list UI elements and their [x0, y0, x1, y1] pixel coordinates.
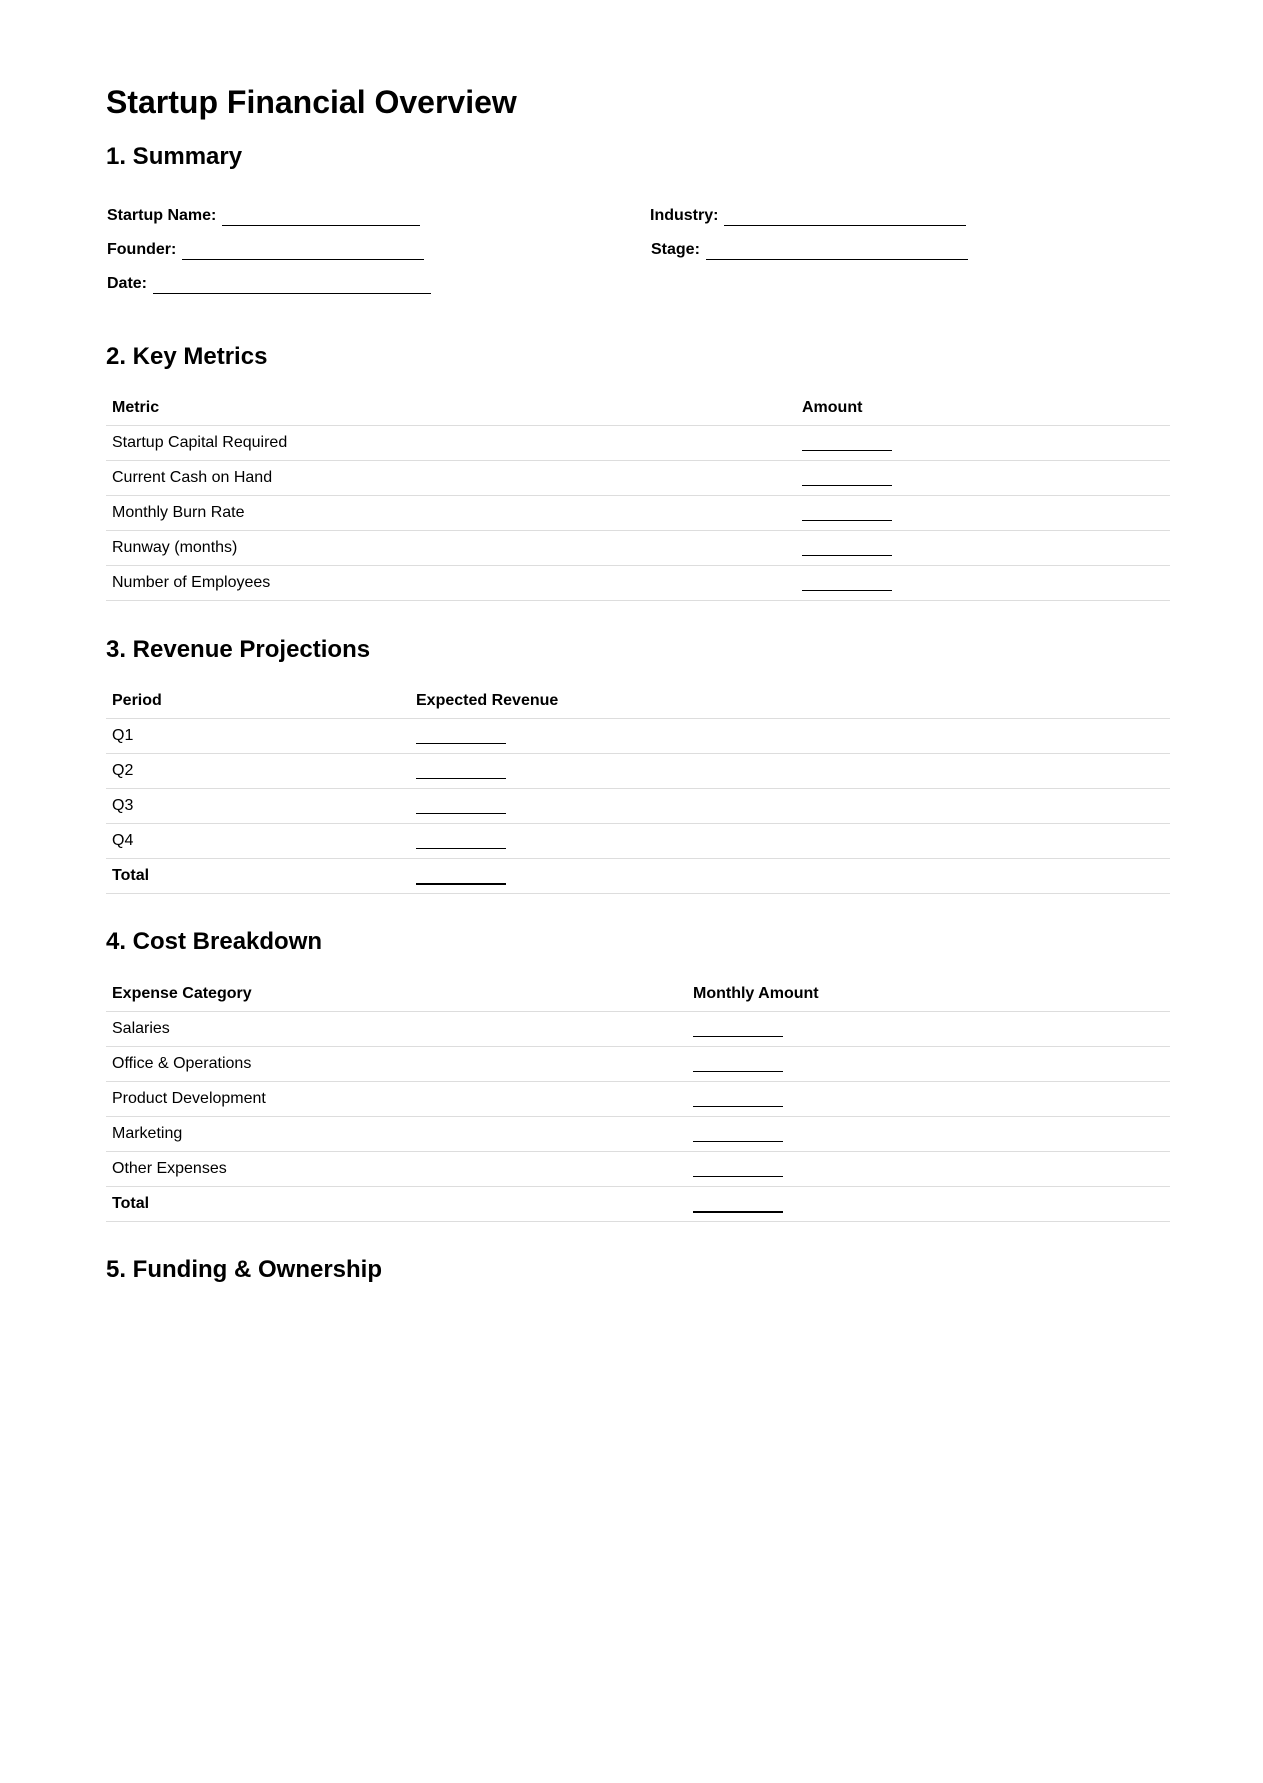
revenue-input-line[interactable]: [416, 729, 506, 744]
table-row: [106, 531, 1170, 566]
revenue-projections-table: [106, 683, 1170, 894]
table-row: [106, 719, 1170, 754]
column-header-amount: Amount: [796, 390, 1170, 426]
period-label: Q3: [106, 789, 410, 824]
table-row-total: [106, 1187, 1170, 1222]
metric-label: Runway (months): [106, 531, 796, 566]
stage-label: Stage:: [651, 241, 700, 258]
startup-name-field[interactable]: [107, 206, 420, 226]
table-row: [106, 426, 1170, 461]
section-heading-summary: 1. Summary: [106, 143, 243, 170]
table-row: [106, 496, 1170, 531]
metric-label: Startup Capital Required: [106, 426, 796, 461]
section-heading-key-metrics: 2. Key Metrics: [106, 343, 268, 370]
metric-label: Monthly Burn Rate: [106, 496, 796, 531]
industry-input-line[interactable]: [724, 209, 966, 226]
table-row: [106, 1152, 1170, 1187]
period-label: Q1: [106, 719, 410, 754]
metric-label: Number of Employees: [106, 566, 796, 601]
monthly-amount-input-line[interactable]: [693, 1092, 783, 1107]
table-row: [106, 789, 1170, 824]
period-label: Q2: [106, 754, 410, 789]
cost-total-input-line[interactable]: [693, 1197, 783, 1213]
date-field[interactable]: [107, 274, 431, 294]
table-row: [106, 754, 1170, 789]
expense-label: Product Development: [106, 1082, 687, 1117]
cost-breakdown-table: [106, 976, 1170, 1222]
expense-label: Marketing: [106, 1117, 687, 1152]
column-header-metric: Metric: [106, 390, 796, 426]
expense-label: Other Expenses: [106, 1152, 687, 1187]
stage-input-line[interactable]: [706, 243, 968, 260]
date-label: Date:: [107, 275, 148, 292]
startup-name-input-line[interactable]: [222, 209, 420, 226]
column-header-monthly-amount: Monthly Amount: [687, 976, 1170, 1012]
revenue-input-line[interactable]: [416, 764, 506, 779]
amount-input-line[interactable]: [802, 506, 892, 521]
table-row: [106, 824, 1170, 859]
total-label: Total: [106, 859, 410, 894]
document-title: Startup Financial Overview: [106, 84, 517, 120]
amount-input-line[interactable]: [802, 541, 892, 556]
table-header-row: [106, 683, 1170, 719]
founder-input-line[interactable]: [182, 243, 424, 260]
amount-input-line[interactable]: [802, 436, 892, 451]
table-row: [106, 1082, 1170, 1117]
expense-label: Office & Operations: [106, 1047, 687, 1082]
column-header-expense-category: Expense Category: [106, 976, 687, 1012]
column-header-period: Period: [106, 683, 410, 719]
industry-label: Industry:: [650, 207, 719, 224]
section-heading-funding-ownership: 5. Funding & Ownership: [106, 1256, 382, 1283]
table-row-total: [106, 859, 1170, 894]
total-label: Total: [106, 1187, 687, 1222]
monthly-amount-input-line[interactable]: [693, 1162, 783, 1177]
stage-field[interactable]: [651, 240, 968, 260]
revenue-input-line[interactable]: [416, 799, 506, 814]
monthly-amount-input-line[interactable]: [693, 1022, 783, 1037]
revenue-total-input-line[interactable]: [416, 869, 506, 885]
amount-input-line[interactable]: [802, 576, 892, 591]
monthly-amount-input-line[interactable]: [693, 1127, 783, 1142]
revenue-input-line[interactable]: [416, 834, 506, 849]
table-row: [106, 1117, 1170, 1152]
metric-label: Current Cash on Hand: [106, 461, 796, 496]
startup-name-label: Startup Name:: [107, 207, 217, 224]
founder-field[interactable]: [107, 240, 424, 260]
table-row: [106, 1012, 1170, 1047]
monthly-amount-input-line[interactable]: [693, 1057, 783, 1072]
founder-label: Founder:: [107, 241, 177, 258]
expense-label: Salaries: [106, 1012, 687, 1047]
amount-input-line[interactable]: [802, 471, 892, 486]
column-header-expected-revenue: Expected Revenue: [410, 683, 1170, 719]
table-header-row: [106, 390, 1170, 426]
table-row: [106, 1047, 1170, 1082]
table-row: [106, 461, 1170, 496]
period-label: Q4: [106, 824, 410, 859]
table-header-row: [106, 976, 1170, 1012]
key-metrics-table: [106, 390, 1170, 601]
industry-field[interactable]: [650, 206, 966, 226]
section-heading-cost-breakdown: 4. Cost Breakdown: [106, 928, 323, 955]
date-input-line[interactable]: [153, 277, 431, 294]
section-heading-revenue-projections: 3. Revenue Projections: [106, 636, 371, 663]
table-row: [106, 566, 1170, 601]
